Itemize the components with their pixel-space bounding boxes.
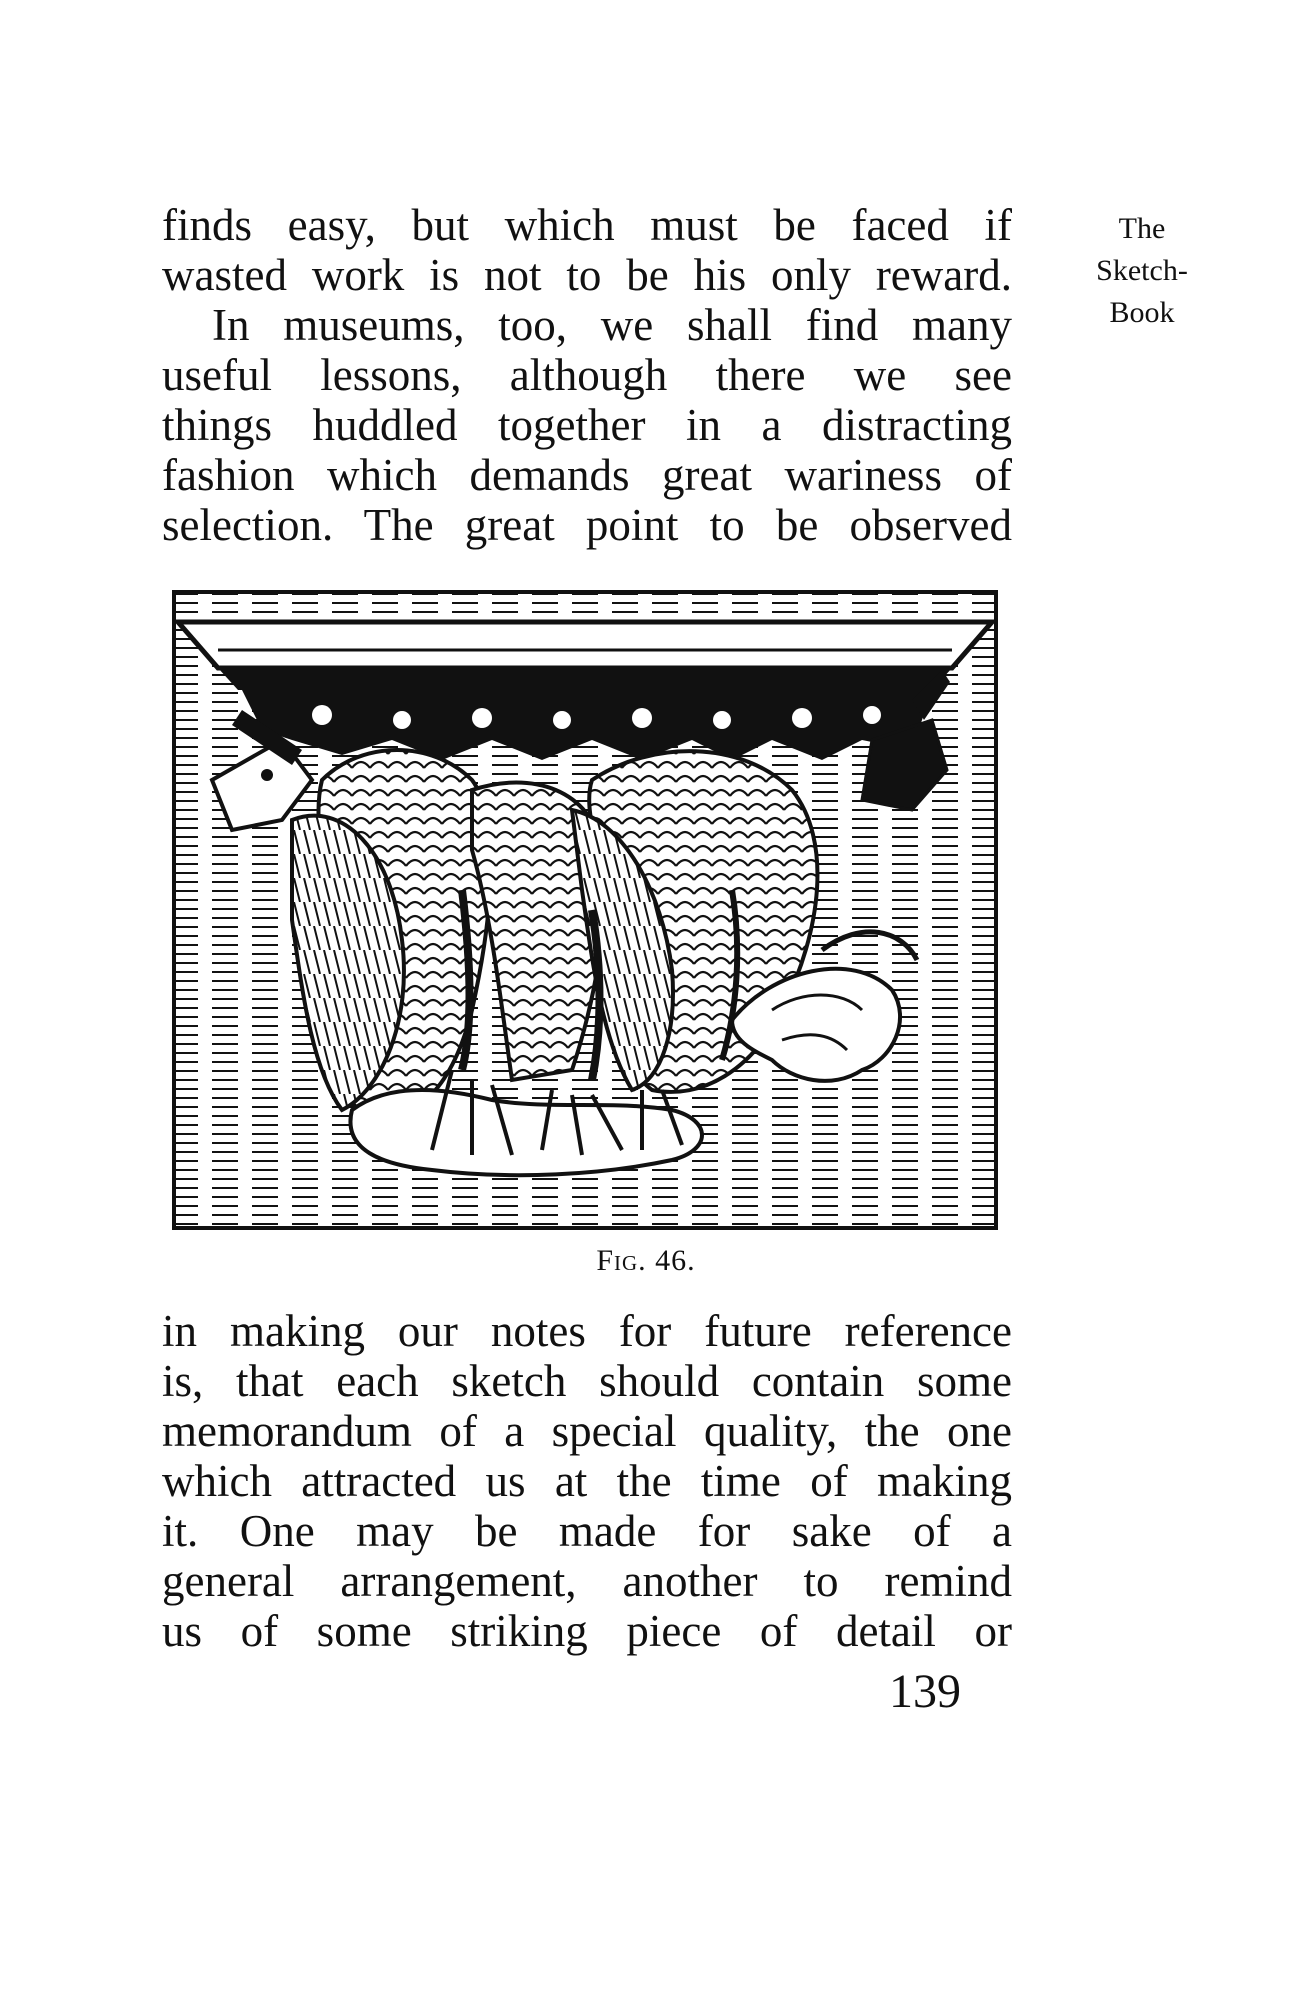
running-head-line: The <box>1118 212 1166 245</box>
running-head-line: Book <box>1109 296 1175 329</box>
text-line: general arrangement, another to remind <box>162 1556 1012 1606</box>
page-number: 139 <box>889 1665 961 1718</box>
text-line: which attracted us at the time of making <box>162 1456 1012 1506</box>
running-head <box>1072 208 1212 334</box>
text-line: memorandum of a special quality, the one <box>162 1406 1012 1456</box>
text-line: In museums, too, we shall find many <box>212 300 1012 350</box>
text-line: finds easy, but which must be faced if <box>162 200 1012 250</box>
body-text-top <box>162 200 1012 550</box>
running-head-line: Sketch- <box>1096 254 1188 287</box>
woodcut-image <box>172 590 998 1230</box>
text-line: selection. The great point to be observed <box>162 500 1012 550</box>
text-line: it. One may be made for sake of a <box>162 1506 1012 1556</box>
text-line: fashion which demands great wariness of <box>162 450 1012 500</box>
figure-illustration <box>172 590 998 1230</box>
text-line: things huddled together in a distracting <box>162 400 1012 450</box>
text-line: useful lessons, although there we see <box>162 350 1012 400</box>
figure-caption <box>0 1244 1292 1278</box>
text-line: wasted work is not to be his only reward. <box>162 250 1012 300</box>
text-line: in making our notes for future reference <box>162 1306 1012 1356</box>
text-line: is, that each sketch should contain some <box>162 1356 1012 1406</box>
caption-text: Fig. 46. <box>596 1244 696 1277</box>
text-line: us of some striking piece of detail or <box>162 1606 1012 1656</box>
body-text-bottom <box>162 1306 1012 1656</box>
